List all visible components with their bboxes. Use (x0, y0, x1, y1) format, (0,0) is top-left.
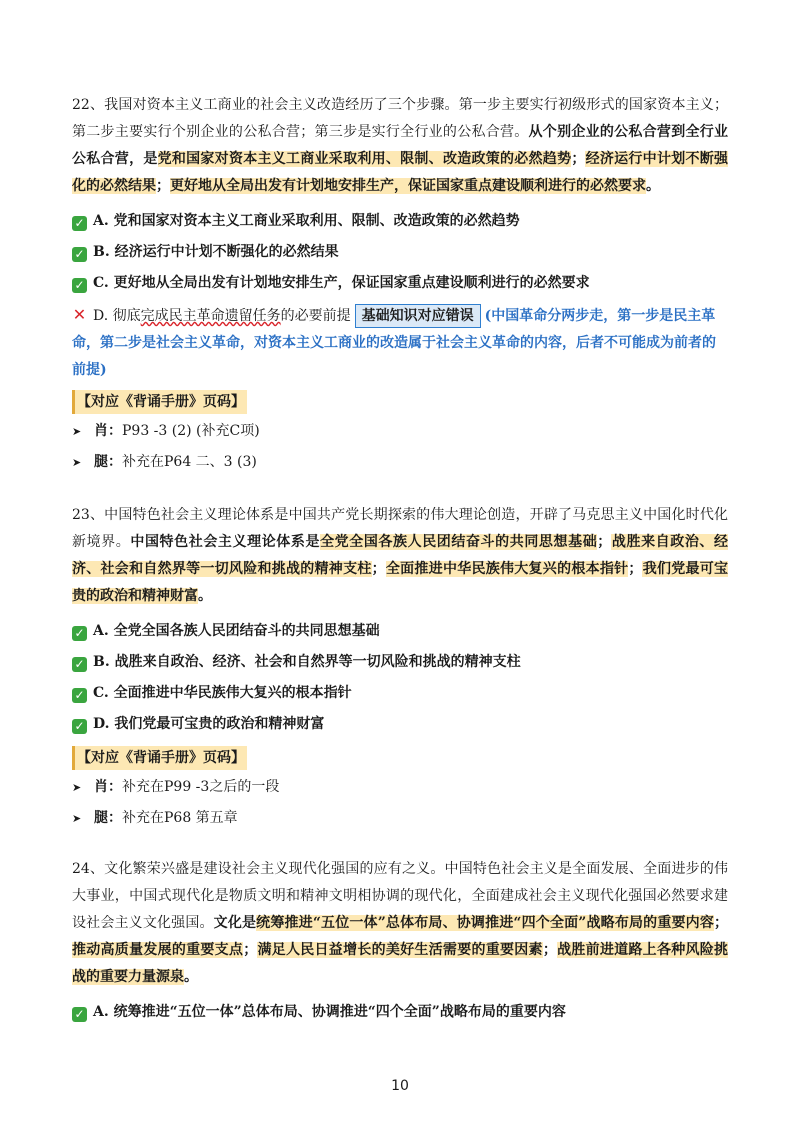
option-text: D. 彻底 (93, 308, 141, 324)
stem-highlight: 全党全国各族人民团结奋斗的共同思想基础 (320, 534, 598, 550)
option-a (72, 616, 728, 647)
option-b (72, 647, 728, 678)
stem-highlight: 推动高质量发展的重要支点 (72, 942, 244, 958)
separator: ； (542, 942, 557, 958)
option-text: A. 党和国家对资本主义工商业采取利用、限制、改造政策的必然趋势 (93, 213, 520, 229)
separator: 。 (646, 178, 660, 194)
check-icon: ✓ (72, 216, 87, 231)
separator: ； (156, 178, 170, 194)
reference-item (72, 447, 728, 478)
separator: 。 (184, 969, 198, 985)
option-text: A. 全党全国各族人民团结奋斗的共同思想基础 (93, 623, 380, 639)
reference-key: 腿： (94, 810, 122, 826)
check-icon: ✓ (72, 626, 87, 641)
reference-key: 肖： (94, 779, 122, 795)
check-icon: ✓ (72, 657, 87, 672)
explanation-note: (中国革命分两步走，第一步是民主革命，第二步是社会主义革命，对资本主义工商业的改造属于社会主义革命的内容，后者不可能成为前者的前提) (72, 308, 716, 378)
stem-highlight: 经济运行中计划不断强化的必然结果 (72, 151, 729, 194)
reference-item (72, 416, 728, 447)
separator: ； (571, 151, 586, 167)
reference-value: 补充在P99 -3之后的一段 (122, 779, 280, 795)
arrow-bullet-icon: ➤ (72, 812, 82, 825)
option-c (72, 678, 728, 709)
option-b (72, 237, 728, 268)
question-24 (72, 856, 728, 1028)
reference-key: 腿： (94, 454, 122, 470)
reference-value: P93 -3 (2) (补充C项) (122, 423, 260, 439)
arrow-bullet-icon: ➤ (72, 425, 82, 438)
option-d (72, 709, 728, 740)
option-a (72, 206, 728, 237)
stem-text: 24、文化繁荣兴盛是建设社会主义现代化强国的应有之义。中国特色社会主义是全面发展、全面进步的伟大事业，中国式现代化是物质文明和精神文明相协调的现代化，全面建成社会主义现代化强国必然要求建设社会主义文化强国。 (72, 861, 728, 931)
option-c (72, 268, 728, 299)
stem-highlight: 满足人民日益增长的美好生活需要的重要因素 (257, 942, 543, 958)
stem-highlight: 全面推进中华民族伟大复兴的根本指针 (385, 561, 629, 577)
question-23 (72, 502, 728, 834)
stem-text: 22、我国对资本主义工商业的社会主义改造经历了三个步骤。第一步主要实行初级形式的国家资本主义；第二步主要实行个别企业的公私合营；第三步是实行全行业的公私合营。 (72, 97, 728, 140)
stem-highlight: 党和国家对资本主义工商业采取利用、限制、改造政策的必然趋势 (157, 151, 572, 167)
option-text: C. 全面推进中华民族伟大复兴的根本指针 (93, 685, 352, 701)
separator: ； (628, 561, 643, 577)
stem-bold-lead: 文化是 (213, 915, 257, 931)
stem-highlight: 我们党最可宝贵的政治和精神财富 (72, 561, 729, 604)
error-type-tag: 基础知识对应错误 (355, 304, 481, 328)
separator: ； (243, 942, 258, 958)
stem-text: 23、中国特色社会主义理论体系是中国共产党长期探索的伟大理论创造，开辟了马克思主义中国化时代化新境界。 (72, 507, 728, 550)
reference-value: 补充在P64 二、3 (3) (122, 454, 257, 470)
separator: ； (714, 915, 728, 931)
option-text: 的必要前提 (280, 308, 351, 324)
stem-highlight: 战胜来自政治、经济、社会和自然界等一切风险和挑战的精神支柱 (72, 534, 729, 577)
arrow-bullet-icon: ➤ (72, 456, 82, 469)
check-icon: ✓ (72, 247, 87, 262)
option-d (72, 301, 728, 384)
reference-value: 补充在P68 第五章 (122, 810, 238, 826)
option-text: B. 经济运行中计划不断强化的必然结果 (93, 244, 339, 260)
check-icon: ✓ (72, 1007, 87, 1022)
cross-icon: ✕ (72, 305, 87, 324)
option-text: A. 统筹推进“五位一体”总体布局、协调推进“四个全面”战略布局的重要内容 (93, 1004, 566, 1020)
stem-bold-lead: 从个别企业的公私合营到全行业公私合营，是 (72, 124, 728, 167)
question-stem (72, 92, 728, 200)
separator: ； (597, 534, 612, 550)
page-number: 10 (391, 1078, 409, 1094)
reference-item (72, 803, 728, 834)
option-text: D. 我们党最可宝贵的政治和精神财富 (93, 716, 325, 732)
separator: ； (371, 561, 386, 577)
stem-highlight: 更好地从全局出发有计划地安排生产，保证国家重点建设顺利进行的必然要求 (170, 178, 646, 194)
option-text: C. 更好地从全局出发有计划地安排生产，保证国家重点建设顺利进行的必然要求 (93, 275, 590, 291)
option-text: B. 战胜来自政治、经济、社会和自然界等一切风险和挑战的精神支柱 (93, 654, 521, 670)
reference-item (72, 772, 728, 803)
reference-label: 【对应《背诵手册》页码】 (72, 390, 247, 414)
separator: 。 (198, 588, 212, 604)
check-icon: ✓ (72, 688, 87, 703)
check-icon: ✓ (72, 719, 87, 734)
question-stem (72, 502, 728, 610)
question-stem (72, 856, 728, 991)
option-a (72, 997, 728, 1028)
reference-label: 【对应《背诵手册》页码】 (72, 746, 247, 770)
stem-highlight: 统筹推进“五位一体”总体布局、协调推进“四个全面”战略布局的重要内容 (256, 915, 714, 931)
stem-bold-lead: 中国特色社会主义理论体系是 (130, 534, 321, 550)
stem-highlight: 战胜前进道路上各种风险挑战的重要力量源泉 (72, 942, 729, 985)
reference-key: 肖： (94, 423, 122, 439)
arrow-bullet-icon: ➤ (72, 781, 82, 794)
check-icon: ✓ (72, 278, 87, 293)
question-22 (72, 92, 728, 478)
underlined-error: 完成民主革命遗留任务 (140, 308, 281, 324)
